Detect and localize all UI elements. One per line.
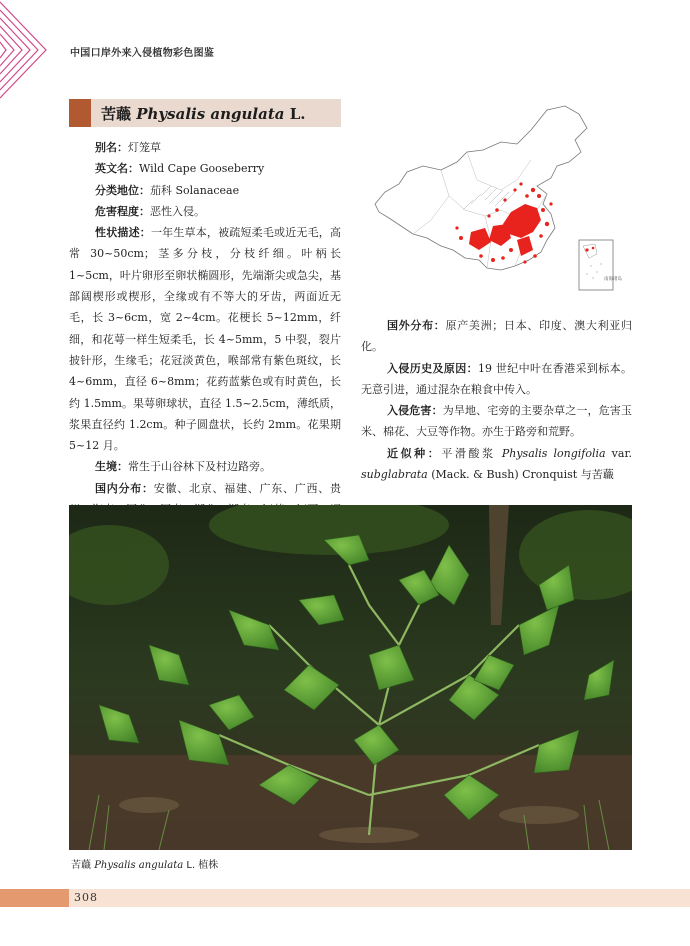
footer-tab [0,889,69,907]
photo-caption [71,856,218,871]
hazard-label: 危害程度： [95,204,150,218]
habitat-line [69,456,341,477]
distribution-map [361,100,633,296]
south-sea-inset [579,240,622,290]
species-title [101,103,305,124]
abroad-distribution-paragraph [361,315,632,358]
caption-rest: L. 植株 [183,860,219,871]
species-title-bar [69,99,341,127]
harm-paragraph [361,400,632,443]
similar-label: 近似种： [387,446,442,460]
similar-latin-1: Physalis longifolia [501,446,606,460]
alias-value: 灯笼草 [128,141,161,154]
habitat-value: 常生于山谷林下及村边路旁。 [128,460,271,474]
inset-label: 南海诸岛 [604,277,622,282]
history-value: 19 世纪中叶在香港采到标本。无意引进，通过混杂在粮食中传入。 [361,361,632,396]
caption-cn: 苦蘵 [71,860,91,871]
running-header: 中国口岸外来入侵植物彩色图鉴 [70,48,215,59]
habitat-label: 生境： [95,460,128,474]
similar-post: (Mack. & Bush) Cronquist 与苦蘵 [427,468,614,482]
taxon-line [69,180,341,201]
history-label: 入侵历史及原因： [387,361,478,375]
morphology-label: 性状描述： [95,226,151,240]
morphology-paragraph [69,222,341,456]
corner-stripes-decoration [0,0,60,105]
caption-latin: Physalis angulata [94,860,184,871]
harm-value: 为旱地、宅旁的主要杂草之一，危害玉米、棉花、大豆等作物。亦生于路旁和荒野。 [361,404,633,439]
species-name-latin: Physalis angulata [136,104,285,123]
english-value: Wild Cape Gooseberry [139,162,265,176]
footer-band [0,889,690,907]
taxon-label: 分类地位： [95,183,150,197]
plant-photo [69,505,632,850]
harm-label: 入侵危害： [387,404,443,418]
left-text-column [69,137,341,542]
domestic-label: 国内分布： [95,481,154,495]
similar-latin-2: subglabrata [361,468,428,482]
hazard-line [69,201,341,222]
morphology-value: 一年生草本，被疏短柔毛或近无毛，高常 30~50cm；茎多分枝，分枝纤细。叶柄长 1~5cm，叶片卵形至卵状椭圆形，先端渐尖或急尖，基部阔楔形或楔形，全缘或有不等大的牙齿，两面近无毛，长 3~6cm，宽 2~4cm。花梗长 5~12mm，纤细，和花萼一样生短柔毛，长 4~5mm，5 中裂，裂片披针形，生缘毛；花冠淡黄色，喉部常有紫色斑纹，长 4~6mm，直径 6~8mm；花药蓝紫色或有时黄色，长约 1.5mm。果萼卵球状，直径 1.5~2.5cm，薄纸质，浆果直径约 1.2cm。种子圆盘状，长约 2mm。花果期 5~12 月。 [69,226,341,453]
similar-species-paragraph [361,443,632,486]
similar-mid: var. [605,446,633,460]
history-paragraph [361,358,632,401]
english-name-line [69,158,341,179]
abroad-label: 国外分布： [387,319,446,332]
species-name-cn: 苦蘵 [101,104,132,123]
page-number: 308 [74,891,98,904]
title-marker [69,99,91,127]
alias-line [69,137,341,158]
english-label: 英文名： [95,162,139,176]
right-text-column [361,315,632,485]
alias-label: 别名： [95,141,128,154]
species-author: L. [289,104,306,123]
taxon-value: 茄科 Solanaceae [150,183,240,197]
abroad-value: 原产美洲；日本、印度、澳大利亚归化。 [361,319,632,354]
similar-pre: 平滑酸浆 [441,446,502,460]
domestic-value: 安徽、北京、福建、广东、广西、贵 [153,481,341,495]
hazard-value: 恶性入侵。 [150,204,205,218]
